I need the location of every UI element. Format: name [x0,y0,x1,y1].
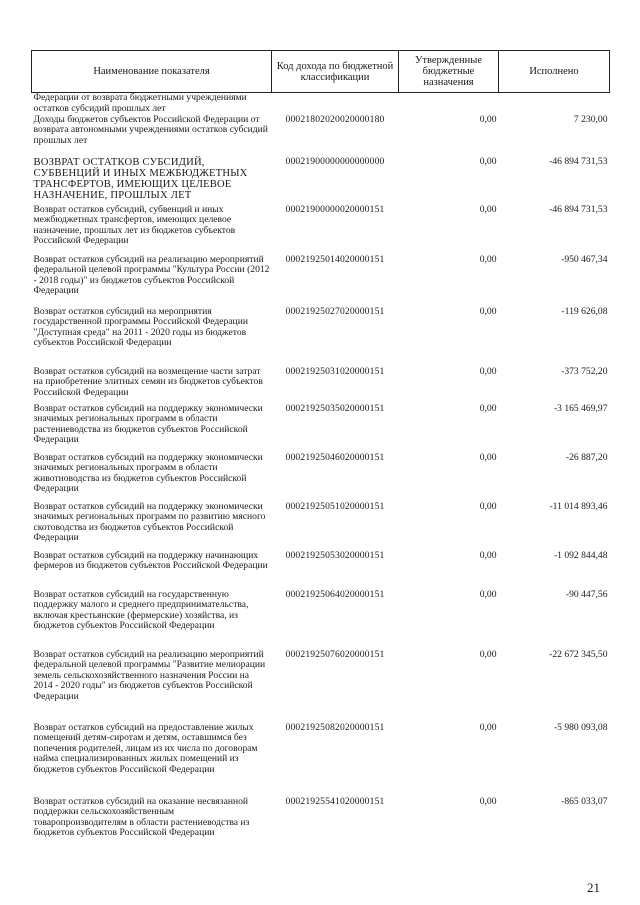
row-code: 00021925051020000151 [285,500,385,512]
row-executed: -5 980 093,08 [553,721,608,733]
row-name: Доходы бюджетов субъектов Российской Федерации от возврата автономными учреждениями остатков субсидий прошлых лет [33,113,268,146]
header-code: Код дохода по бюджетной классификации [272,51,399,93]
row-executed: -119 626,08 [561,305,608,317]
row-name: Возврат остатков субсидий на поддержку экономически значимых региональных программ по развитию мясного скотоводства из бюджетов субъектов Российской Федерации [33,500,266,544]
row-code: 00021802020020000180 [285,113,385,125]
row-code: 00021925014020000151 [285,253,385,265]
row-executed: -46 894 731,53 [549,203,608,215]
table-body [32,93,610,859]
row-approved: 0,00 [479,365,497,377]
row-executed: -90 447,56 [565,588,608,600]
row-code: 00021925035020000151 [285,402,385,414]
header-executed: Исполнено [499,51,610,93]
table-row [32,453,610,502]
row-code: 00021925031020000151 [285,365,385,377]
page-number: 21 [587,880,600,895]
header-name: Наименование показателя [32,51,272,93]
table-row [32,723,610,797]
header-approved: Утвержденные бюджетные назначения [399,51,499,93]
row-approved: 0,00 [479,795,497,807]
row-code: 00021925046020000151 [285,451,385,463]
row-name: Возврат остатков субсидий на поддержку экономически значимых региональных программ в области растениеводства из бюджетов субъектов Российской Федерации [33,402,263,446]
table-row [32,367,610,404]
row-approved: 0,00 [479,721,497,733]
row-name: Возврат остатков субсидий на государственную поддержку малого и среднего предпринимательства, включая крестьянские (фермерские) хозяйства, из бюджетов субъектов Российской Федерации [33,588,249,632]
row-code: 00021925541020000151 [285,795,385,807]
row-name: Возврат остатков субсидий на реализацию мероприятий федеральной целевой программы "Культура России (2012 - 2018 годы)" из бюджетов субъектов Российской Федерации [33,253,270,297]
row-approved: 0,00 [479,113,497,125]
row-executed: -22 672 345,50 [549,648,608,660]
budget-income-table [31,50,610,859]
table-row [32,797,610,859]
row-name: ВОЗВРАТ ОСТАТКОВ СУБСИДИЙ, СУБВЕНЦИЙ И ИНЫХ МЕЖБЮДЖЕТНЫХ ТРАНСФЕРТОВ, ИМЕЮЩИХ ЦЕЛЕВОЕ НАЗНАЧЕНИЕ, ПРОШЛЫХ ЛЕТ [33,156,248,201]
row-executed: -3 165 469,97 [553,402,608,414]
table-row [32,157,610,205]
table-row [32,650,610,723]
row-code: 00021900000020000151 [285,203,385,215]
row-code: 00021900000000000000 [285,155,385,167]
row-name: Возврат остатков субсидий на поддержку начинающих фермеров из бюджетов субъектов Российской Федерации [33,549,268,572]
row-code: 00021925064020000151 [285,588,385,600]
row-name: Возврат остатков субсидий на оказание несвязанной поддержки сельскохозяйственным товаропроизводителям в области растениеводства из бюджетов субъектов Российской Федерации [33,795,250,839]
table-row [32,590,610,650]
row-code: 00021925076020000151 [285,648,385,660]
row-code [272,93,399,115]
row-approved: 0,00 [479,305,497,317]
row-approved: 0,00 [479,451,497,463]
table-row [32,404,610,453]
table-row [32,255,610,307]
row-approved: 0,00 [479,500,497,512]
row-executed: -373 752,20 [561,365,608,377]
row-code: 00021925082020000151 [285,721,385,733]
row-executed: 7 230,00 [573,113,608,125]
table-row [32,551,610,590]
table-row [32,307,610,367]
table-row [32,93,610,115]
row-executed: -865 033,07 [561,795,608,807]
row-approved: 0,00 [479,549,497,561]
row-approved: 0,00 [479,648,497,660]
row-executed [499,93,610,115]
row-name: Возврат остатков субсидий на предоставление жилых помещений детям-сиротам и детям, оставшимся без попечения родителей, лицам из их числа по договорам найма специализированных жилых помещений из бюджетов субъектов Российской Федерации [33,721,258,775]
row-executed: -26 887,20 [565,451,608,463]
table-row [32,502,610,551]
row-executed: -46 894 731,53 [549,155,608,167]
table-row [32,115,610,157]
row-executed: -1 092 844,48 [553,549,608,561]
row-name: Возврат остатков субсидий на поддержку экономически значимых региональных программ в области животноводства из бюджетов субъектов Российской Федерации [33,451,263,495]
row-code: 00021925053020000151 [285,549,385,561]
row-name: Возврат остатков субсидий на реализацию мероприятий федеральной целевой программы "Развитие мелиорации земель сельскохозяйственного назначения России на 2014 - 2020 годы" из бюджетов субъектов Российской Федерации [33,648,266,702]
header-row [32,51,610,93]
table-row [32,205,610,255]
row-name: Федерации от возврата бюджетными учреждениями остатков субсидий прошлых лет [33,92,247,114]
row-approved: 0,00 [479,402,497,414]
row-approved: 0,00 [479,155,497,167]
table-header [32,51,610,93]
row-approved: 0,00 [479,203,497,215]
row-code: 00021925027020000151 [285,305,385,317]
row-approved: 0,00 [479,253,497,265]
row-name: Возврат остатков субсидий на возмещение части затрат на приобретение элитных семян из бюджетов субъектов Российской Федерации [33,365,263,398]
row-approved [399,93,499,115]
row-name: Возврат остатков субсидий на мероприятия государственной программы Российской Федерации "Доступная среда" на 2011 - 2020 годы из бюджетов субъектов Российской Федерации [33,305,248,349]
row-executed: -11 014 893,46 [549,500,608,512]
row-name: Возврат остатков субсидий, субвенций и иных межбюджетных трансфертов, имеющих целевое назначение, прошлых лет из бюджетов субъектов Российской Федерации [33,203,236,247]
row-executed: -950 467,34 [561,253,608,265]
row-approved: 0,00 [479,588,497,600]
